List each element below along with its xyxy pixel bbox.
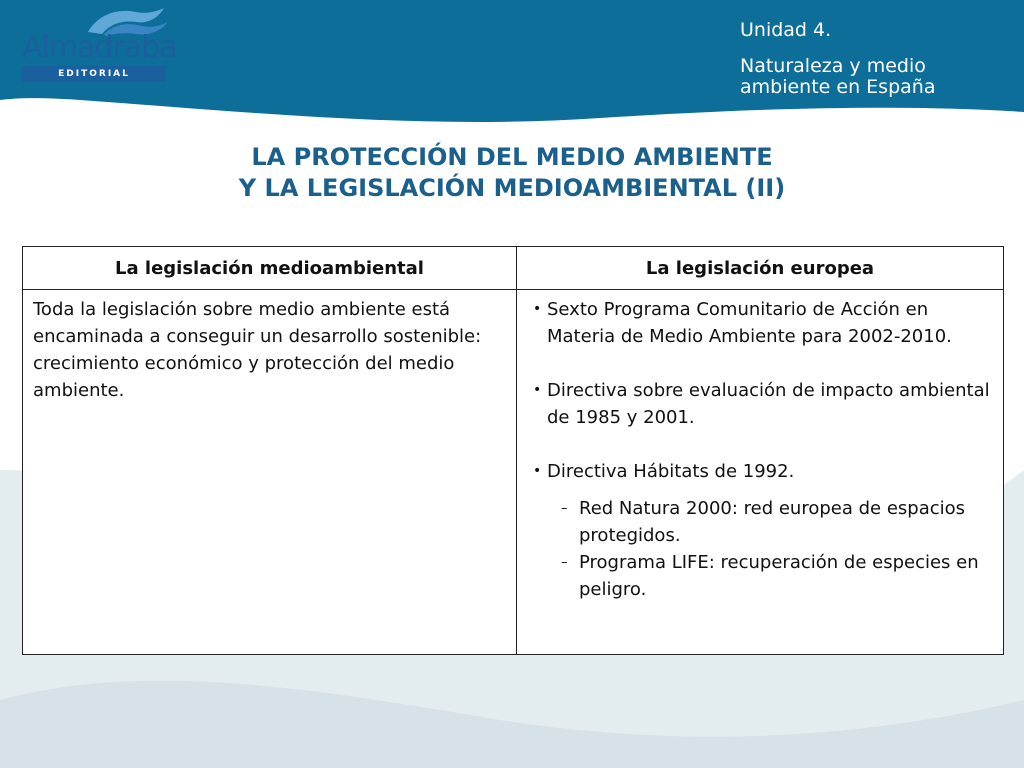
logo-text: Almadraba xyxy=(22,30,177,65)
header-european: La legislación europea xyxy=(517,247,1004,290)
unit-block xyxy=(740,20,1010,98)
european-cell xyxy=(517,290,1004,655)
legislation-table xyxy=(22,246,1004,655)
almadraba-logo xyxy=(18,6,177,80)
title-line-2: Y LA LEGISLACIÓN MEDIOAMBIENTAL (II) xyxy=(238,174,786,202)
logo-subtitle: EDITORIAL xyxy=(22,66,166,82)
sub-list xyxy=(547,495,993,603)
list-item: • Sexto Programa Comunitario de Acción en Materia de Medio Ambiente para 2002-2010. xyxy=(547,296,993,350)
sub-list-item: – Programa LIFE: recuperación de especies en peligro. xyxy=(579,549,993,603)
table-row xyxy=(23,290,1004,655)
unit-number: Unidad 4. xyxy=(740,19,832,41)
page-title xyxy=(0,142,1024,204)
list-item xyxy=(547,458,993,603)
table-header-row xyxy=(23,247,1004,290)
title-line-1: LA PROTECCIÓN DEL MEDIO AMBIENTE xyxy=(251,143,773,171)
list-item: • Directiva sobre evaluación de impacto ambiental de 1985 y 2001. xyxy=(547,377,993,431)
national-text: Toda la legislación sobre medio ambiente está encaminada a conseguir un desarrollo sostenible: crecimiento económico y protección del medio ambiente. xyxy=(23,290,517,655)
sub-list-item: – Red Natura 2000: red europea de espacios protegidos. xyxy=(579,495,993,549)
list-item-text: Directiva Hábitats de 1992. xyxy=(547,461,795,482)
unit-title: Naturaleza y medio ambiente en España xyxy=(740,55,936,98)
header-national: La legislación medioambiental xyxy=(23,247,517,290)
european-list xyxy=(527,296,993,603)
